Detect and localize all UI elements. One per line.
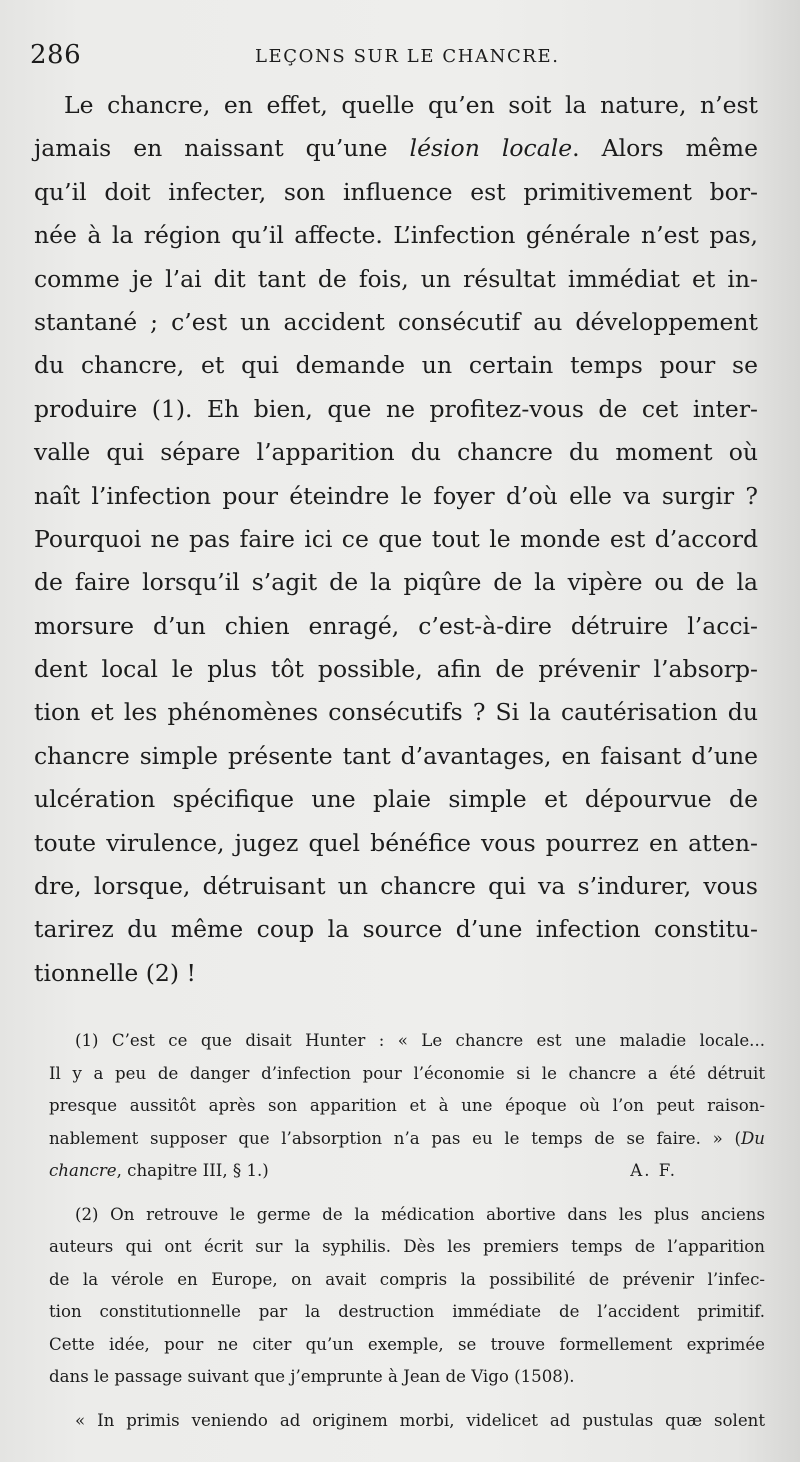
body-line: du chancre, et qui demande un certain temps pour se bbox=[34, 351, 758, 380]
body-line: qu’il doit infecter, son influence est primitivement bor- bbox=[34, 177, 758, 206]
body-line: stantané ; c’est un accident consécutif au développement bbox=[34, 307, 758, 336]
footnote-line: (2) On retrouve le germe de la médication abortive dans les plus anciens bbox=[75, 1204, 765, 1224]
footnote-line: nablement supposer que l’absorption n’a pas eu le temps de se faire. » (Du bbox=[49, 1128, 765, 1148]
body-line: toute virulence, jugez quel bénéfice vous pourrez en atten- bbox=[34, 828, 758, 857]
body-line: naît l’infection pour éteindre le foyer d’où elle va surgir ? bbox=[34, 481, 758, 510]
body-line: tionnelle (2) ! bbox=[34, 958, 196, 987]
body-line: de faire lorsqu’il s’agit de la piqûre de la vipère ou de la bbox=[34, 568, 758, 597]
body-line: ulcération spécifique une plaie simple et dépourvue de bbox=[34, 785, 758, 814]
body-line: Le chancre, en effet, quelle qu’en soit la nature, n’est bbox=[64, 91, 758, 119]
footnote-line: tion constitutionnelle par la destruction immédiate de l’accident primitif. bbox=[49, 1302, 765, 1321]
running-head bbox=[30, 40, 760, 76]
body-line: Pourquoi ne pas faire ici ce que tout le monde est d’accord bbox=[34, 524, 758, 553]
body-line: morsure d’un chien enragé, c’est-à-dire détruire l’acci- bbox=[34, 611, 758, 640]
body-line: valle qui sépare l’apparition du chancre du moment où bbox=[34, 438, 758, 467]
footnote-line: auteurs qui ont écrit sur la syphilis. Dès les premiers temps de l’apparition bbox=[49, 1237, 765, 1256]
footnotes bbox=[49, 1025, 765, 1437]
footnote-source: chancre, chapitre III, § 1.) bbox=[49, 1161, 269, 1180]
latin-quotation bbox=[49, 1405, 765, 1438]
body-line: comme je l’ai dit tant de fois, un résultat immédiat et in- bbox=[34, 264, 758, 293]
footnote-signature: A. F. bbox=[630, 1161, 677, 1180]
page-number: 286 bbox=[30, 40, 82, 70]
footnote-2 bbox=[49, 1199, 765, 1394]
body-line: dent local le plus tôt possible, afin de prévenir l’absorp- bbox=[34, 655, 758, 684]
footnote-line: presque aussitôt après son apparition et à une époque où l’on peut raison- bbox=[49, 1096, 765, 1115]
footnote-line: (1) C’est ce que disait Hunter : « Le chancre est une maladie locale... bbox=[75, 1031, 765, 1050]
footnote-1 bbox=[49, 1025, 765, 1188]
body-line: chancre simple présente tant d’avantages, en faisant d’une bbox=[34, 741, 758, 770]
footnote-line: de la vérole en Europe, on avait compris la possibilité de prévenir l’infec- bbox=[49, 1269, 765, 1289]
footnote-closing-line bbox=[49, 1155, 765, 1188]
footnote-line: dans le passage suivant que j’emprunte à Jean de Vigo (1508). bbox=[49, 1367, 575, 1386]
main-paragraph bbox=[34, 84, 758, 995]
body-line: tion et les phénomènes consécutifs ? Si la cautérisation du bbox=[34, 698, 758, 727]
body-line: tarirez du même coup la source d’une infection constitu- bbox=[34, 915, 758, 944]
body-line: née à la région qu’il affecte. L’infection générale n’est pas, bbox=[34, 221, 758, 250]
body-line: dre, lorsque, détruisant un chancre qui va s’indurer, vous bbox=[34, 872, 758, 901]
quotation-line: « In primis veniendo ad originem morbi, videlicet ad pustulas quæ solent bbox=[75, 1410, 765, 1430]
body-line: produire (1). Eh bien, que ne profitez-vous de cet inter- bbox=[34, 394, 758, 423]
footnote-line: Il y a peu de danger d’infection pour l’économie si le chancre a été détruit bbox=[49, 1063, 765, 1083]
footnote-line: Cette idée, pour ne citer qu’un exemple, se trouve formellement exprimée bbox=[49, 1334, 765, 1354]
running-title: LEÇONS SUR LE CHANCRE. bbox=[255, 46, 560, 67]
body-line: jamais en naissant qu’une lésion locale. Alors même bbox=[34, 134, 758, 163]
